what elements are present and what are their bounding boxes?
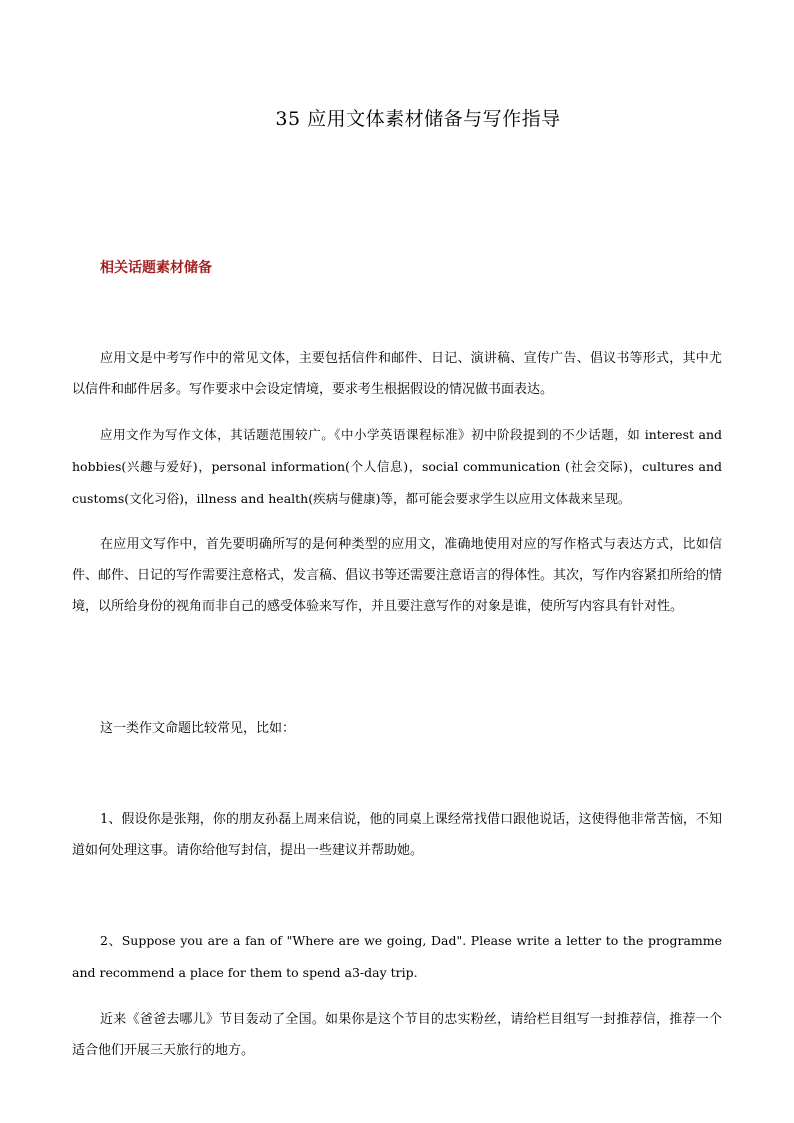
- paragraph-intro: 应用文是中考写作中的常见文体，主要包括信件和邮件、日记、演讲稿、宣传广告、倡议书等形式，其中尤以信件和邮件居多。写作要求中会设定情境，要求考生根据假设的情况做书面表达。: [72, 351, 722, 397]
- paragraph-example-2-chinese: 近来《爸爸去哪儿》节目轰动了全国。如果你是这个节目的忠实粉丝，请给栏目组写一封推荐信，推荐一个适合他们开展三天旅行的地方。: [72, 1012, 722, 1058]
- document-title: 35 应用文体素材储备与写作指导: [275, 108, 561, 130]
- paragraph-examples-lead: 这一类作文命题比较常见，比如：: [100, 721, 296, 736]
- section-heading: 相关话题素材储备: [100, 260, 212, 276]
- paragraph-guidance: 在应用文写作中，首先要明确所写的是何种类型的应用文，准确地使用对应的写作格式与表达方式，比如信件、邮件、日记的写作需要注意格式，发言稿、倡议书等还需要注意语言的得体性。其次，写作内容紧扣所给的情境，以所给身份的视角而非自己的感受体验来写作，并且要注意写作的对象是谁，使所写内容具有针对性。: [72, 537, 723, 614]
- paragraph-example-2: 2、Suppose you are a fan of "Where are we going, Dad". Please write a letter to the programme and recommend a place for them to spend a3-day trip.: [72, 933, 722, 980]
- paragraph-example-1: 1、假设你是张翔，你的朋友孙磊上周来信说，他的同桌上课经常找借口跟他说话，这使得他非常苦恼，不知道如何处理这事。请你给他写封信，提出一些建议并帮助她。: [72, 812, 722, 858]
- paragraph-topics: 应用文作为写作文体，其话题范围较广。《中小学英语课程标准》初中阶段提到的不少话题，如 interest and hobbies(兴趣与爱好)，personal information(个人信息)，social communication (社会交际)，cultures and customs(文化习俗)，illness and health(疾病与健康)等，都可能会要求学生以应用文体裁来呈现。: [72, 427, 722, 506]
